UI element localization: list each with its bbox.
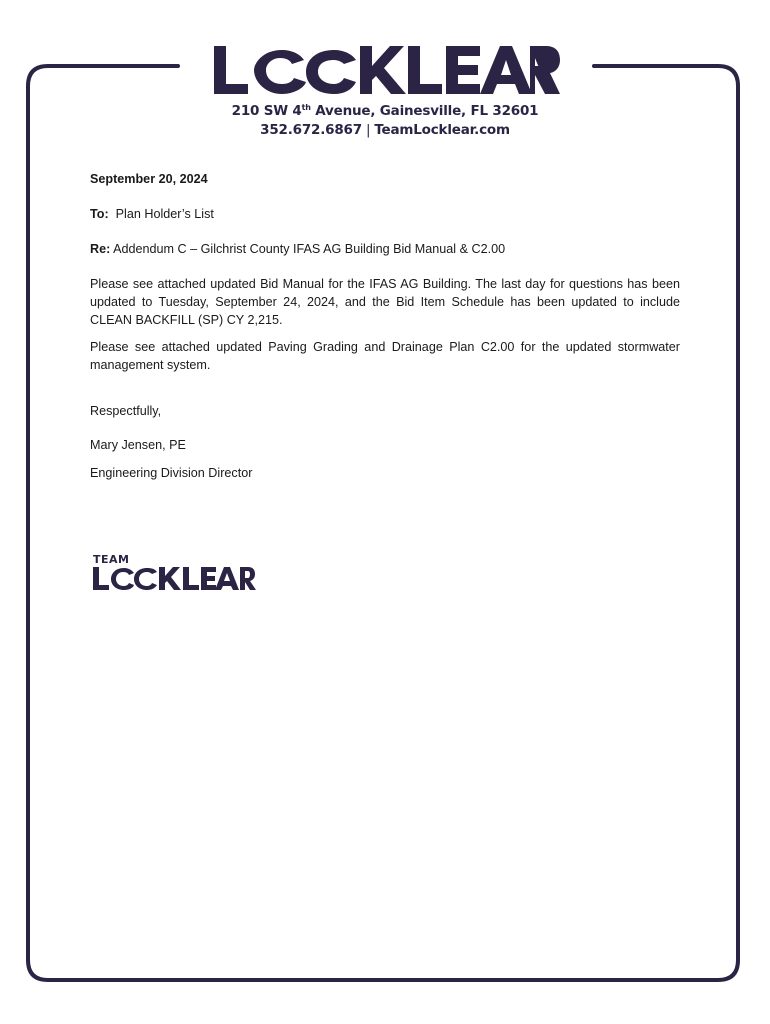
letter-date: September 20, 2024 bbox=[90, 172, 208, 186]
signer-name: Mary Jensen, PE bbox=[90, 438, 186, 452]
letterhead bbox=[180, 42, 590, 140]
re-value: Addendum C – Gilchrist County IFAS AG Building Bid Manual & C2.00 bbox=[113, 242, 506, 256]
signer-title: Engineering Division Director bbox=[90, 466, 253, 480]
contact-line bbox=[180, 121, 590, 140]
paragraph-drainage-plan: Please see attached updated Paving Grading and Drainage Plan C2.00 for the updated stormwater management system. bbox=[90, 340, 680, 372]
re-line bbox=[90, 240, 680, 258]
re-label: Re: bbox=[90, 242, 111, 256]
address-suffix: th bbox=[301, 103, 311, 112]
closing: Respectfully, bbox=[90, 404, 162, 418]
team-locklear-logo bbox=[92, 553, 262, 593]
phone-number: 352.672.6867 bbox=[260, 122, 362, 138]
address-line bbox=[180, 98, 590, 121]
to-label: To: bbox=[90, 207, 109, 221]
address-rest: Avenue, Gainesville, FL 32601 bbox=[310, 103, 539, 119]
svg-text:TEAM: TEAM bbox=[93, 553, 130, 566]
address-prefix: 210 SW 4 bbox=[231, 103, 302, 119]
locklear-logo bbox=[210, 42, 560, 98]
paragraph-bid-manual: Please see attached updated Bid Manual for the IFAS AG Building. The last day for questions has been updated to Tuesday, September 24, 2024, and the Bid Item Schedule has been updated to include CLEAN BACKFILL (SP) CY 2,215. bbox=[90, 277, 680, 327]
to-value: Plan Holder’s List bbox=[115, 207, 214, 221]
letter-body bbox=[90, 170, 680, 482]
contact-separator: | bbox=[365, 122, 371, 138]
website-text: TeamLocklear.com bbox=[374, 122, 510, 138]
to-line bbox=[90, 205, 680, 223]
